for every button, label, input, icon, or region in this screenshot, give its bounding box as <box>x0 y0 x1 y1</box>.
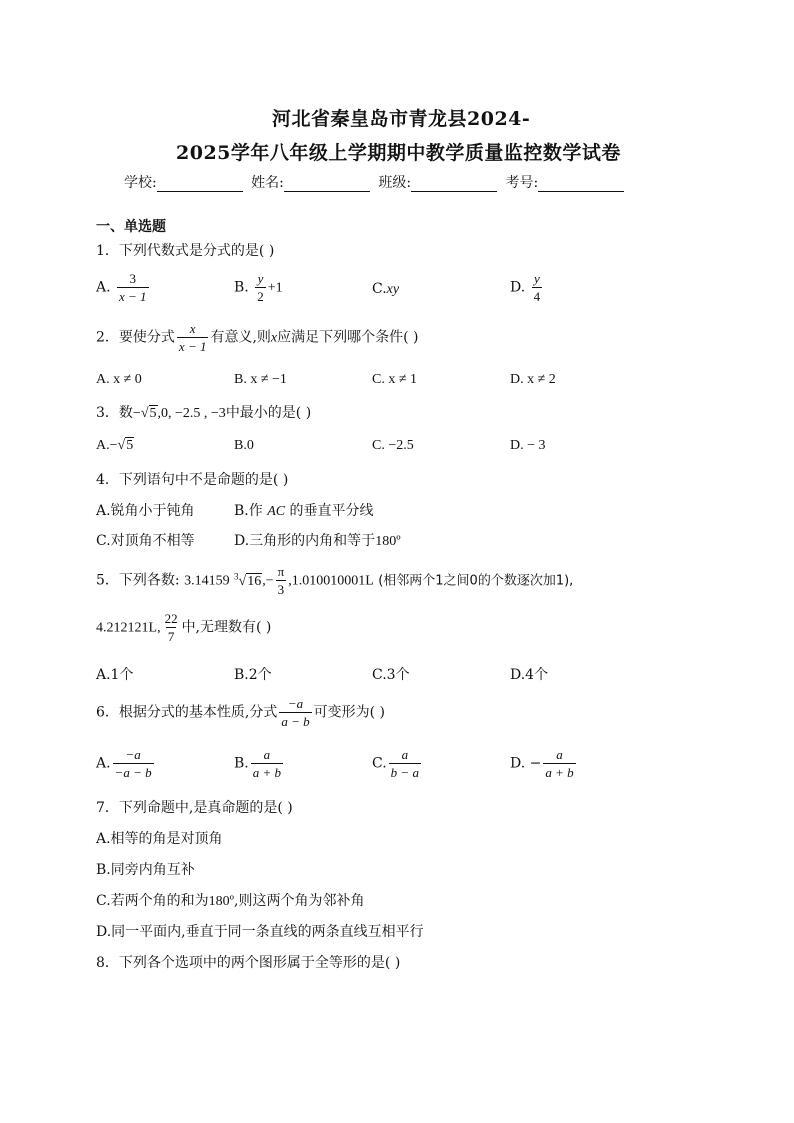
q4-b-post: 的垂直平分线 <box>285 503 374 519</box>
q3-list: ,0, −2.5 , −3 <box>157 406 226 421</box>
q5-pi-minus: ,− <box>262 573 274 589</box>
q7-c-val: 180º <box>208 894 235 909</box>
q1-d-fraction <box>532 272 543 303</box>
q5-f-num: 22 <box>164 611 178 626</box>
q1-a-num: 3 <box>129 271 137 286</box>
q3-a-minus: − <box>109 438 118 453</box>
q6-a-fraction <box>113 748 154 779</box>
q3-a-label: A. <box>96 438 110 453</box>
q1-b-den: 2 <box>257 289 264 304</box>
q1-option-b[interactable] <box>234 272 283 303</box>
q1-c-expr: xy <box>386 282 400 297</box>
q6-d-label: D. − <box>510 755 542 772</box>
q3-option-d[interactable]: D. − 3 <box>510 438 546 453</box>
q2-option-a[interactable]: A. x ≠ 0 <box>96 372 142 387</box>
question-1-stem: 1．下列代数式是分式的是( ) <box>96 243 275 259</box>
q5-pi-fraction <box>276 565 287 596</box>
q6-option-b[interactable] <box>234 748 285 779</box>
q6-a-label: A. <box>96 755 111 772</box>
q7-c-pre: C.若两个角的和为 <box>96 893 209 909</box>
question-6-stem <box>96 697 385 728</box>
exam-number-blank[interactable] <box>538 177 624 192</box>
q5-stem-pre: 5．下列各数: <box>96 572 180 589</box>
q3-option-c[interactable]: C. −2.5 <box>372 438 414 453</box>
q2-stem-post: 有意义,则 <box>210 329 271 346</box>
q6-option-d[interactable] <box>510 748 578 779</box>
class-blank[interactable] <box>411 177 497 192</box>
q1-d-den: 4 <box>533 289 541 304</box>
question-7-stem: 7．下列命题中,是真命题的是( ) <box>96 800 293 816</box>
q4-b-var: AC <box>267 504 286 519</box>
q6-c-num: a <box>401 747 409 762</box>
q6-c-label: C. <box>372 755 387 772</box>
q5-pi-num: π <box>277 564 285 579</box>
q6-option-c[interactable] <box>372 748 423 779</box>
question-8-stem: 8．下列各个选项中的两个图形属于全等形的是( ) <box>96 955 401 971</box>
q7-option-c[interactable] <box>96 890 364 910</box>
q6-frac-num: −a <box>287 696 304 711</box>
q5-option-a[interactable]: A.1个 <box>96 667 134 683</box>
student-info-row <box>124 172 628 192</box>
q5-n2: ,1.010010001L <box>288 573 374 589</box>
section-heading: 一、单选题 <box>96 219 166 235</box>
q6-b-den: a + b <box>252 765 282 780</box>
q1-b-fraction <box>255 272 266 303</box>
q1-d-label: D. <box>510 279 526 296</box>
q7-option-a[interactable]: A.相等的角是对顶角 <box>96 831 223 847</box>
q6-stem-post: 可变形为( ) <box>313 704 386 721</box>
q3-sqrt: √5 <box>140 406 157 421</box>
q4-option-c[interactable]: C.对顶角不相等 <box>96 533 195 549</box>
q4-b-pre: B.作 <box>234 503 268 519</box>
q2-option-d[interactable]: D. x ≠ 2 <box>510 372 556 387</box>
q6-stem-pre: 6．根据分式的基本性质,分式 <box>96 704 278 721</box>
q1-a-label: A. <box>96 279 111 296</box>
q5-f-den: 7 <box>167 629 175 644</box>
q3-stem-pre: 3．数 <box>96 405 133 421</box>
q5-fraction <box>163 612 180 643</box>
q5-option-d[interactable]: D.4个 <box>510 667 549 683</box>
q1-option-c[interactable] <box>372 281 399 298</box>
q2-frac-num: x <box>189 321 196 336</box>
question-3-stem <box>96 402 311 422</box>
q1-b-tail: +1 <box>267 280 283 296</box>
q6-b-label: B. <box>234 755 249 772</box>
q6-d-fraction <box>543 748 575 779</box>
q2-stem-end: 应满足下列哪个条件( ) <box>277 329 419 346</box>
question-5-line1 <box>96 565 573 596</box>
exam-title-line2: 2025学年八年级上学期期中教学质量监控数学试卷 <box>176 142 621 164</box>
q2-option-b[interactable]: B. x ≠ −1 <box>234 372 287 387</box>
q5-n3: 4.212121L <box>96 620 158 636</box>
q2-fraction <box>177 322 209 353</box>
q6-a-den: −a − b <box>114 765 152 780</box>
q6-d-num: a <box>556 747 563 762</box>
q6-c-den: b − a <box>390 765 419 780</box>
school-label: 学校: <box>124 175 157 191</box>
name-label: 姓名: <box>251 175 284 191</box>
q1-b-label: B. <box>234 279 249 296</box>
q3-stem-end: 中最小的是( ) <box>225 405 312 421</box>
exam-title-line1: 河北省秦皇岛市青龙县2024- <box>272 108 531 130</box>
q5-root-index: 3 <box>234 570 239 581</box>
q6-a-num: −a <box>125 747 141 762</box>
q4-option-a[interactable]: A.锐角小于钝角 <box>96 503 195 519</box>
q3-option-b[interactable]: B.0 <box>234 438 254 453</box>
school-blank[interactable] <box>157 177 243 192</box>
q7-option-d[interactable]: D.同一平面内,垂直于同一条直线的两条直线互相平行 <box>96 924 424 940</box>
q5-n1: 3.14159 <box>184 573 230 589</box>
q2-option-c[interactable]: C. x ≠ 1 <box>372 372 418 387</box>
q1-b-num: y <box>257 271 264 286</box>
question-4-stem: 4．下列语句中不是命题的是( ) <box>96 472 289 488</box>
q3-a-sqrt: √5 <box>117 438 134 453</box>
q7-c-post: ,则这两个角为邻补角 <box>234 893 365 909</box>
q2-stem-pre: 2．要使分式 <box>96 329 175 346</box>
q1-a-den: x − 1 <box>119 289 147 304</box>
q6-frac-den: a − b <box>281 714 310 729</box>
q1-d-num: y <box>534 271 540 286</box>
class-label: 班级: <box>378 175 412 191</box>
q6-option-a[interactable] <box>96 748 156 779</box>
exam-number-label: 考号: <box>505 175 539 191</box>
q6-b-num: a <box>263 747 271 762</box>
q4-d-val: 180º <box>375 534 401 549</box>
q5-root-val: 16 <box>247 573 262 589</box>
q2-frac-den: x − 1 <box>178 339 207 354</box>
q3-minus: − <box>132 406 141 421</box>
question-5-line2 <box>96 612 271 643</box>
q5-pi-den: 3 <box>277 582 285 597</box>
q7-option-b[interactable]: B.同旁内角互补 <box>96 862 195 878</box>
q6-c-fraction <box>389 748 421 779</box>
q1-option-d[interactable] <box>510 272 544 303</box>
q6-fraction <box>279 697 311 728</box>
q3-a-radicand: 5 <box>126 438 134 453</box>
q2-stem-var: x <box>270 330 278 346</box>
q4-option-b[interactable] <box>234 500 374 520</box>
q1-option-a[interactable] <box>96 272 151 303</box>
q3-option-a[interactable] <box>96 438 134 454</box>
q6-d-den: a + b <box>545 765 574 780</box>
name-blank[interactable] <box>284 177 370 192</box>
q1-a-fraction <box>117 272 149 303</box>
q5-line2-end: 中,无理数有( ) <box>181 619 272 636</box>
q6-b-fraction <box>251 748 283 779</box>
q4-d-pre: D.三角形的内角和等于 <box>234 533 376 549</box>
q5-note: (相邻两个1之间0的个数逐次加1), <box>378 573 574 589</box>
q4-option-d[interactable] <box>234 530 401 550</box>
q5-option-b[interactable]: B.2个 <box>234 667 272 683</box>
q5-cube-root: $^3$√16 <box>234 570 262 589</box>
q5-comma: , <box>157 620 161 636</box>
q1-c-label: C. <box>372 281 387 297</box>
question-2-stem <box>96 322 419 353</box>
q3-radicand: 5 <box>149 406 157 421</box>
q5-option-c[interactable]: C.3个 <box>372 667 410 683</box>
